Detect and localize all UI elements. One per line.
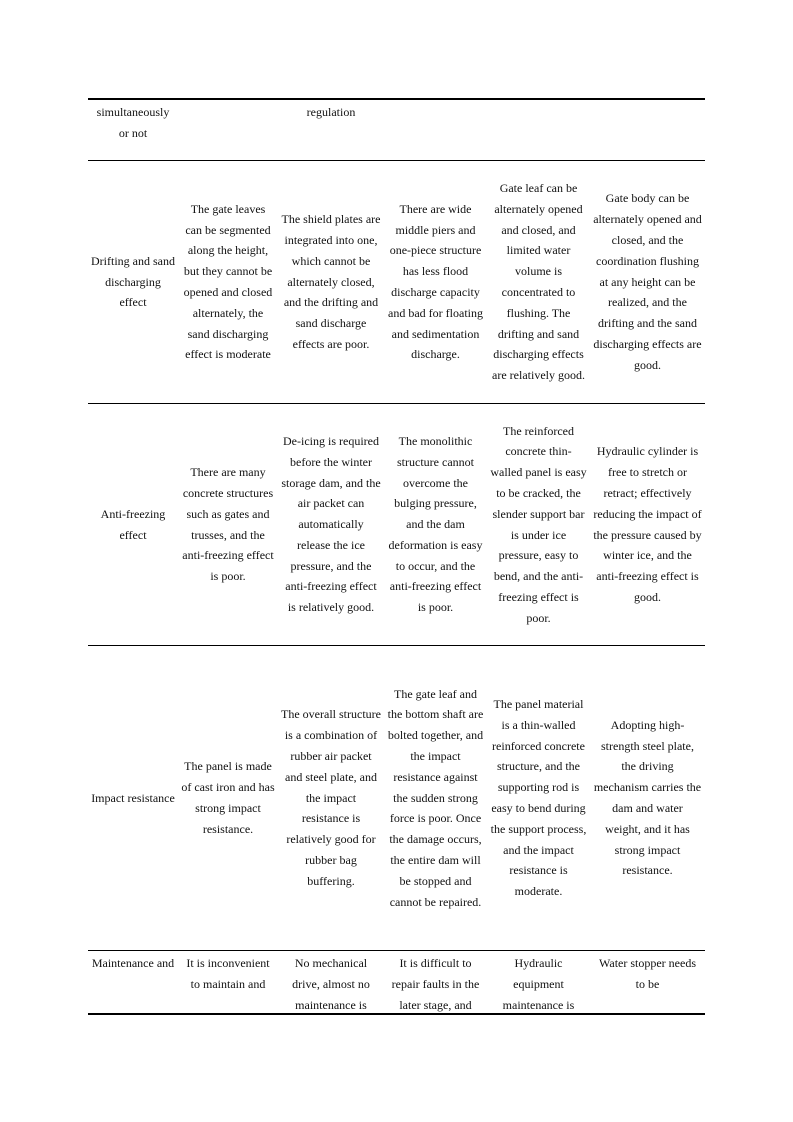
table-cell: Gate leaf can be alternately opened and closed, and limited water volume is concentrated to flushing. The drifting and sand discharging effects are relatively good. [492, 181, 585, 383]
table-row [88, 951, 705, 1013]
table-cell: It is inconvenient to maintain and [186, 956, 270, 991]
table-cell: Anti-freezing effect [100, 506, 166, 542]
table-row [88, 100, 705, 161]
table-cell: simultaneously or not [96, 105, 170, 140]
table-cell: The overall structure is a combination of rubber air packet and steel plate, and the impact resistance is relatively good for rubber bag buffering. [281, 707, 381, 888]
comparison-table [88, 98, 705, 1015]
table-cell: The reinforced concrete thin-walled panel is easy to be cracked, the slender support bar is under ice pressure, easy to bend, and the anti-freezing effect is poor. [490, 423, 587, 625]
table-row [88, 404, 705, 646]
table-cell: The panel is made of cast iron and has strong impact resistance. [181, 759, 275, 836]
table-cell: No mechanical drive, almost no maintenance is [292, 956, 370, 1012]
table-cell: The shield plates are integrated into one, which cannot be alternately closed, and the drifting and sand discharge effects are poor. [281, 212, 381, 351]
table-cell: Hydraulic equipment maintenance is [502, 956, 575, 1012]
table-row [88, 646, 705, 951]
table-cell: There are many concrete structures such as gates and trusses, and the anti-freezing effect is poor. [182, 465, 274, 584]
table-cell: It is difficult to repair faults in the later stage, and [391, 956, 480, 1012]
table-cell: Adopting high-strength steel plate, the driving mechanism carries the dam and water weight, and it has strong impact resistance. [593, 717, 702, 878]
table-cell: Maintenance and [91, 956, 175, 970]
table-cell: Drifting and sand discharging effect [91, 253, 175, 310]
table-cell: Impact resistance [91, 790, 175, 805]
table-cell: The gate leaves can be segmented along the height, but they cannot be opened and closed alternately, the sand discharging effect is moderate [183, 201, 273, 362]
table-row [88, 161, 705, 404]
table-cell: Hydraulic cylinder is free to stretch or retract; effectively reducing the impact of the pressure caused by winter ice, and the anti-freezing effect is good. [593, 444, 702, 604]
table-cell: The panel material is a thin-walled reinforced concrete structure, and the supporting rod is easy to bend during the support process, and the impact resistance is moderate. [490, 697, 587, 899]
table-cell: There are wide middle piers and one-piece structure has less flood discharge capacity and bad for floating and sedimentation discharge. [388, 201, 483, 362]
table-cell: De-icing is required before the winter storage dam, and the air packet can automatically release the ice pressure, and the anti-freezing effect is relatively good. [281, 433, 381, 615]
table-cell: The monolithic structure cannot overcome the bulging pressure, and the dam deformation is easy to occur, and the anti-freezing effect is poor. [388, 433, 483, 615]
table-cell: The gate leaf and the bottom shaft are bolted together, and the impact resistance against the sudden strong force is poor. Once the damage occurs, the entire dam will be stopped and cannot be repaired. [387, 686, 484, 909]
table-cell: Gate body can be alternately opened and closed, and the coordination flushing at any height can be realized, and the drifting and the sand discharging effects are good. [593, 191, 702, 372]
table-cell: regulation [306, 105, 356, 119]
table-cell: Water stopper needs to be [599, 956, 696, 991]
